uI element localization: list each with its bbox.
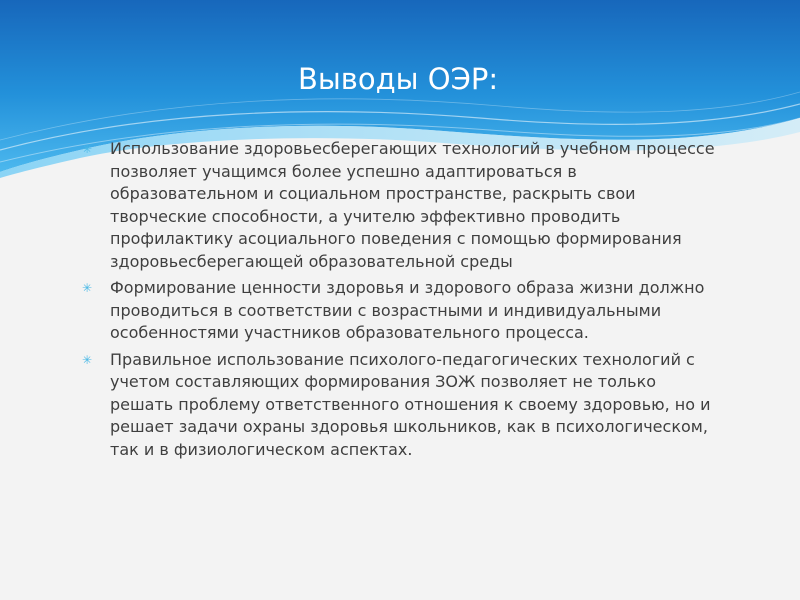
bullet-item: [82, 277, 722, 345]
asterisk-bullet-icon: ✳: [82, 352, 93, 367]
bullet-text: Формирование ценности здоровья и здорового образа жизни должно проводиться в соответствии с возрастными и индивидуальными особенностями участников образовательного процесса.: [110, 278, 705, 342]
slide-title: Выводы ОЭР:: [298, 62, 499, 96]
asterisk-bullet-icon: ✳: [82, 142, 93, 156]
asterisk-bullet-icon: ✳: [82, 281, 93, 295]
bullet-text: Правильное использование психолого-педагогических технологий с учетом составляющих формирования ЗОЖ позволяет не только решать проблему ответственного отношения к своему здоровью, но и решает задачи охраны здоровья школьников, как в психологическом, так и в физиологическом аспектах.: [110, 349, 711, 459]
bullet-text: Использование здоровьесберегающих технологий в учебном процессе позволяет учащимся более успешно адаптироваться в образовательном и социальном пространстве, раскрыть свои творческие способности, а учителю эффективно проводить профилактику асоциального поведения с помощью формирования здоровьесберегающей образовательной среды: [110, 139, 715, 271]
bullet-list: [82, 138, 722, 465]
bullet-item: [82, 138, 722, 273]
bullet-item: [82, 349, 722, 462]
